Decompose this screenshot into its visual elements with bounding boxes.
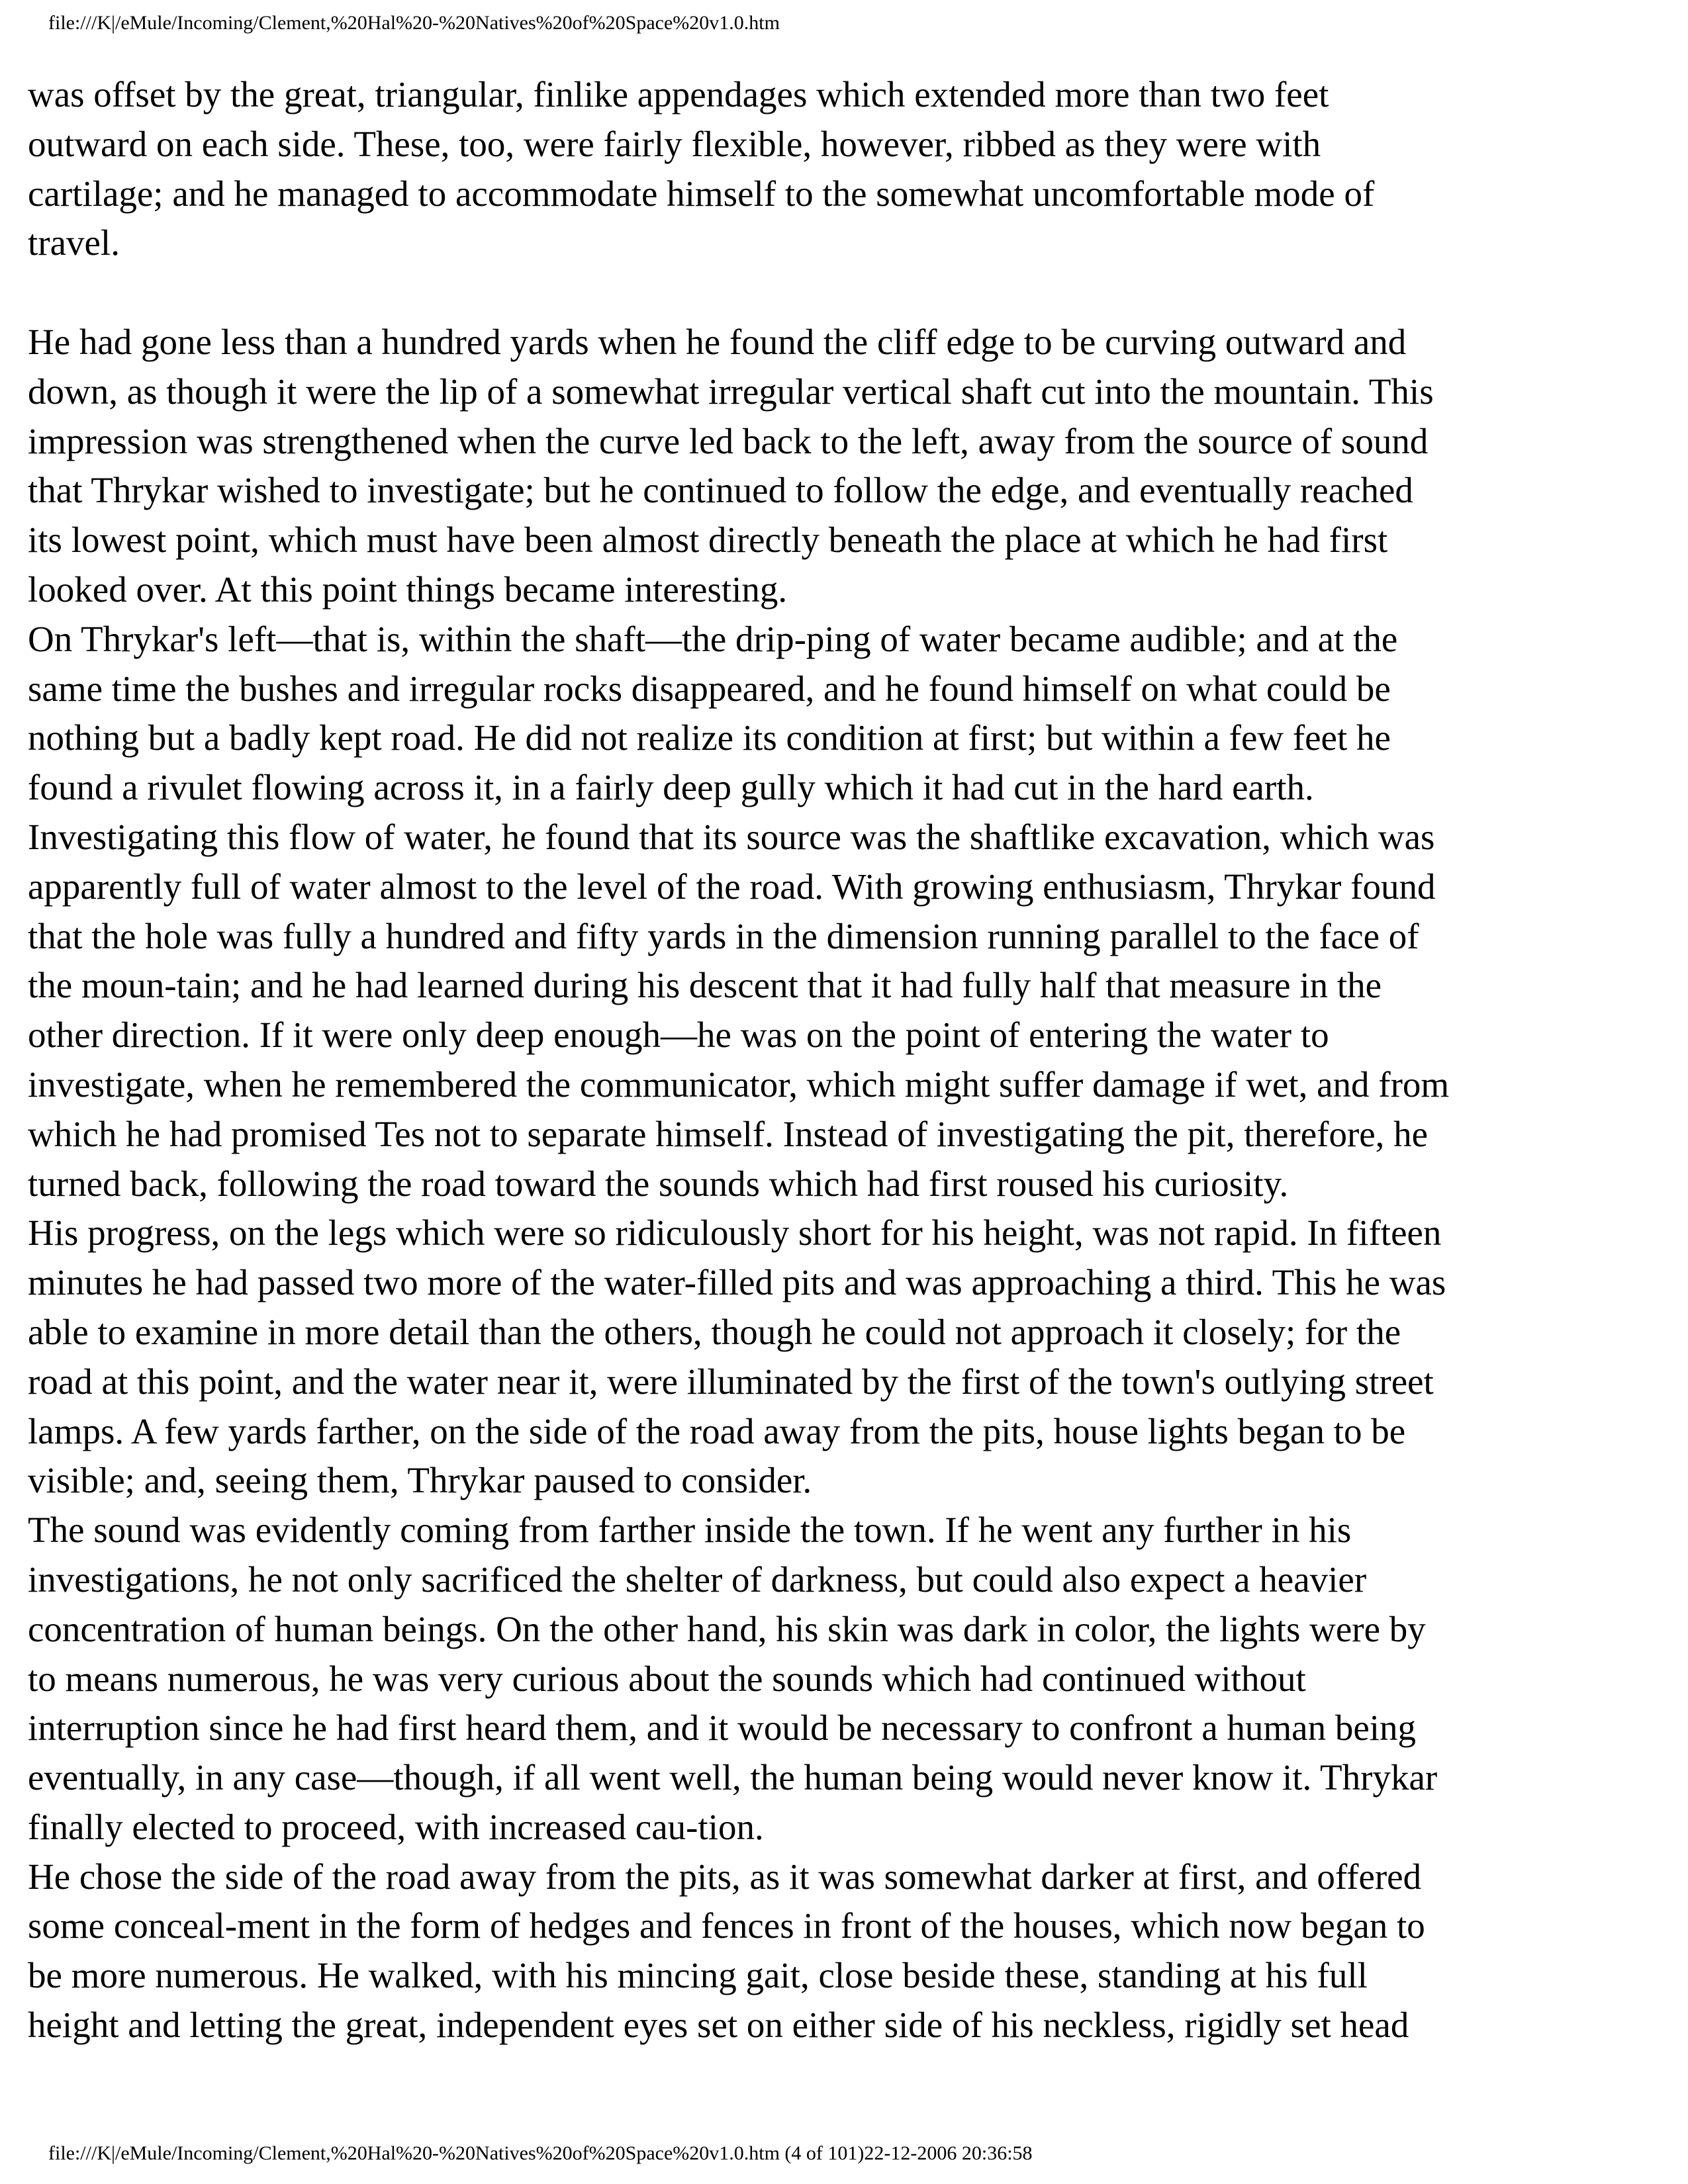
text-line: lamps. A few yards farther, on the side of the road away from the pits, house lights began to be: [28, 1410, 1406, 1451]
text-line: road at this point, and the water near it, were illuminated by the first of the town's outlying street: [28, 1361, 1434, 1402]
text-line: minutes he had passed two more of the water-filled pits and was approaching a third. This he was: [28, 1262, 1446, 1303]
text-line: He chose the side of the road away from the pits, as it was somewhat darker at first, and offered: [28, 1856, 1422, 1897]
text-line: which he had promised Tes not to separate himself. Instead of investigating the pit, therefore, he: [28, 1113, 1429, 1154]
text-line: other direction. If it were only deep enough—he was on the point of entering the water to: [28, 1015, 1329, 1056]
text-line: looked over. At this point things became interesting.: [28, 569, 788, 610]
text-line: height and letting the great, independent eyes set on either side of his neckless, rigidly set head: [28, 2005, 1409, 2046]
text-line: interruption since he had first heard them, and it would be necessary to confront a human being: [28, 1707, 1417, 1749]
text-line: down, as though it were the lip of a somewhat irregular vertical shaft cut into the mountain. This: [28, 371, 1434, 412]
text-line: same time the bushes and irregular rocks disappeared, and he found himself on what could be: [28, 668, 1391, 709]
paragraph-2: [28, 318, 1660, 615]
text-line: that the hole was fully a hundred and fifty yards in the dimension running parallel to the face of: [28, 915, 1419, 956]
text-line: finally elected to proceed, with increased cau-tion.: [28, 1806, 764, 1847]
text-line: travel.: [28, 222, 120, 263]
text-line: His progress, on the legs which were so ridiculously short for his height, was not rapid. In fifteen: [28, 1212, 1442, 1253]
text-line: The sound was evidently coming from farther inside the town. If he went any further in his: [28, 1510, 1352, 1551]
paragraph-3: [28, 615, 1660, 1209]
text-line: was offset by the great, triangular, finlike appendages which extended more than two feet: [28, 74, 1329, 114]
text-line: apparently full of water almost to the level of the road. With growing enthusiasm, Thrykar found: [28, 866, 1436, 907]
text-line: visible; and, seeing them, Thrykar paused to consider.: [28, 1460, 812, 1501]
text-line: be more numerous. He walked, with his mincing gait, close beside these, standing at his full: [28, 1955, 1368, 1996]
text-line: some conceal-ment in the form of hedges and fences in front of the houses, which now began to: [28, 1905, 1425, 1946]
text-line: cartilage; and he managed to accommodate himself to the somewhat uncomfortable mode of: [28, 173, 1375, 214]
paragraph-6: [28, 1852, 1660, 2050]
footer-file-url: file:///K|/eMule/Incoming/Clement,%20Hal%20-%20Natives%20of%20Space%20v1.0.htm (4 of 101)22-12-2006 20:36:58: [48, 2142, 1033, 2164]
text-line: He had gone less than a hundred yards when he found the cliff edge to be curving outward and: [28, 321, 1407, 362]
text-line: investigations, he not only sacrificed the shelter of darkness, but could also expect a heavier: [28, 1559, 1367, 1600]
text-line: Investigating this flow of water, he found that its source was the shaftlike excavation, which was: [28, 816, 1435, 857]
text-line: concentration of human beings. On the other hand, his skin was dark in color, the lights were by: [28, 1608, 1426, 1649]
text-line: turned back, following the road toward the sounds which had first roused his curiosity.: [28, 1163, 1289, 1204]
text-line: investigate, when he remembered the communicator, which might suffer damage if wet, and from: [28, 1064, 1450, 1105]
text-line: outward on each side. These, too, were fairly flexible, however, ribbed as they were with: [28, 123, 1321, 164]
paragraph-spacer: [28, 268, 1660, 318]
text-line: eventually, in any case—though, if all went well, the human being would never know it. Thrykar: [28, 1757, 1438, 1798]
text-line: able to examine in more detail than the others, though he could not approach it closely; for the: [28, 1311, 1401, 1352]
text-line: to means numerous, he was very curious about the sounds which had continued without: [28, 1658, 1306, 1699]
page-body: [28, 70, 1660, 2050]
header-file-url: file:///K|/eMule/Incoming/Clement,%20Hal%20-%20Natives%20of%20Space%20v1.0.htm: [48, 12, 780, 34]
text-line: impression was strengthened when the curve led back to the left, away from the source of sound: [28, 420, 1429, 461]
paragraph-5: [28, 1506, 1660, 1852]
text-line: found a rivulet flowing across it, in a fairly deep gully which it had cut in the hard earth.: [28, 767, 1314, 808]
text-line: nothing but a badly kept road. He did not realize its condition at first; but within a few feet he: [28, 717, 1391, 758]
text-line: On Thrykar's left—that is, within the shaft—the drip-ping of water became audible; and at the: [28, 618, 1398, 659]
text-line: the moun-tain; and he had learned during his descent that it had fully half that measure in the: [28, 965, 1382, 1006]
text-line: its lowest point, which must have been almost directly beneath the place at which he had first: [28, 520, 1388, 561]
text-line: that Thrykar wished to investigate; but he continued to follow the edge, and eventually reached: [28, 470, 1413, 511]
paragraph-1: [28, 70, 1660, 268]
paragraph-4: [28, 1208, 1660, 1506]
